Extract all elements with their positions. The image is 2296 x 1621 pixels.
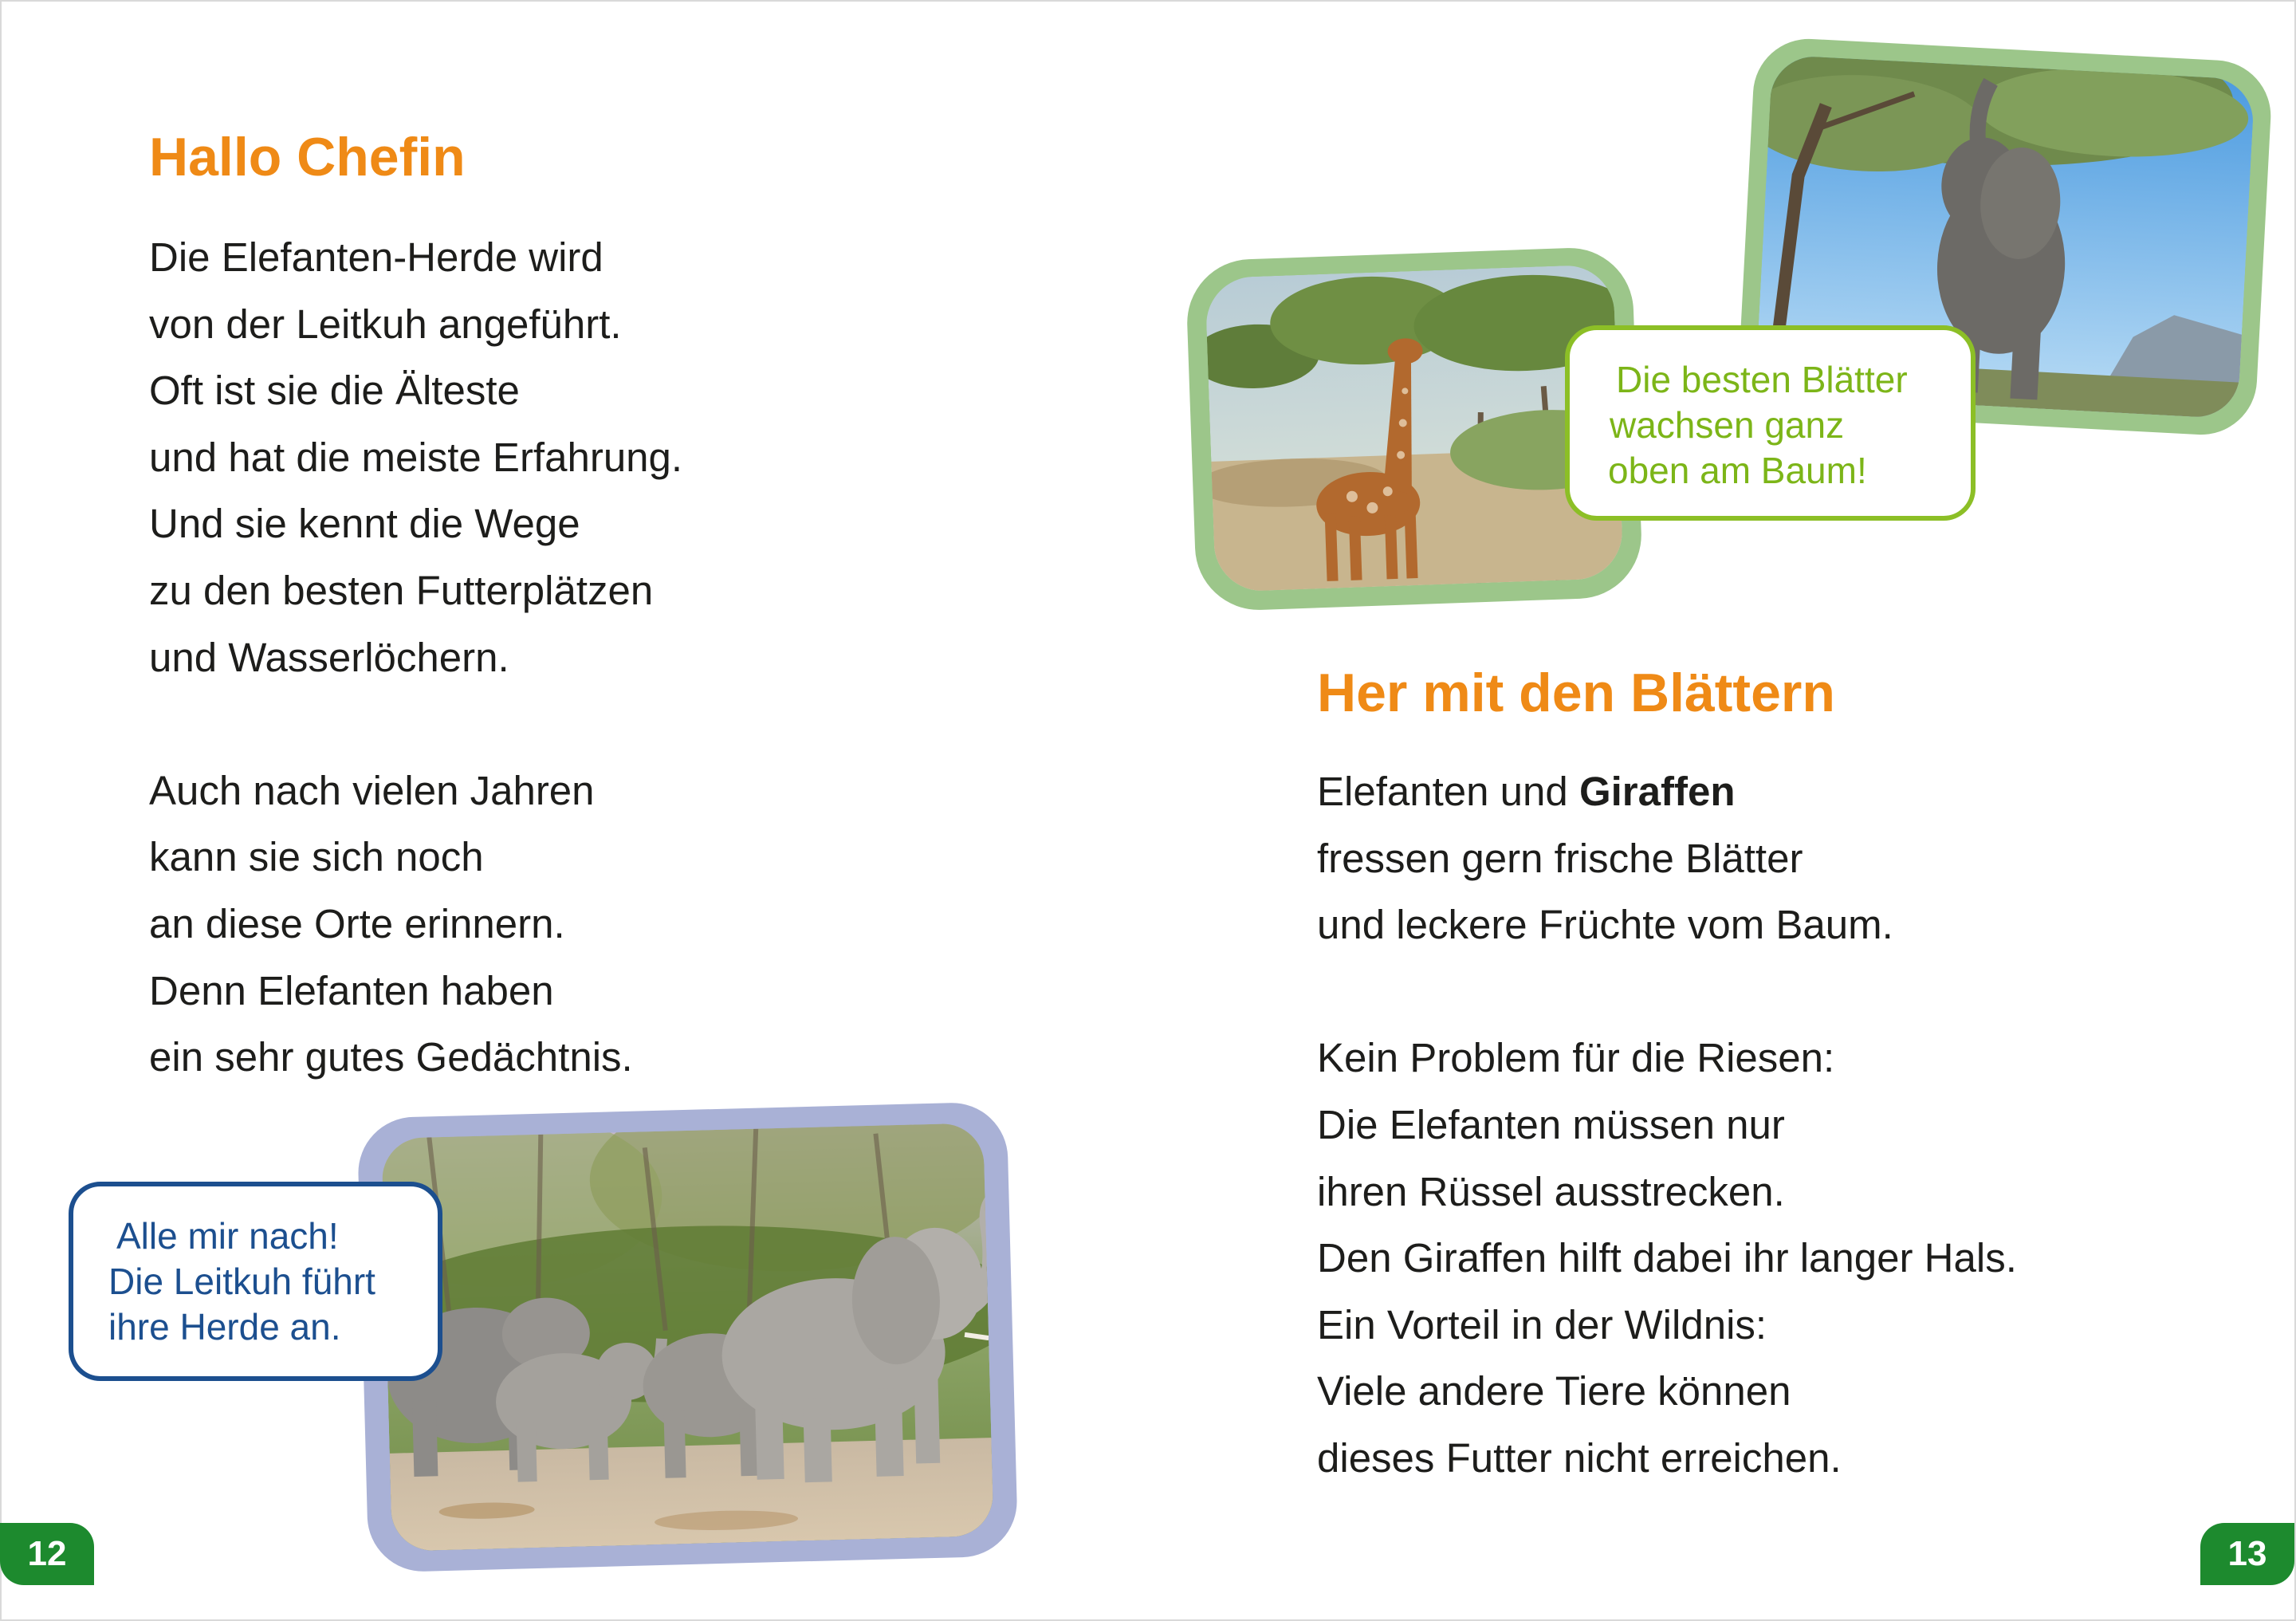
leitkuh-speech-bubble [69,1182,442,1381]
text-line: und leckere Früchte vom Baum. [1317,902,1893,948]
paragraph-gap [1317,958,2017,1025]
text-line: an diese Orte erinnern. [149,900,565,946]
text-line: von der Leitkuh angeführt. [149,301,622,347]
right-heading: Her mit den Blättern [1317,663,1835,723]
text-line: Den Giraffen hilft dabei ihr langer Hals. [1317,1235,2017,1281]
text-line: und Wasserlöchern. [149,634,509,680]
left-paragraph-1 [149,224,682,1091]
bubble-line: ihre Herde an. [108,1306,341,1348]
text-line: fressen gern frische Blätter [1317,835,1803,881]
bubble-line: oben am Baum! [1608,450,1867,491]
keyword-giraffen: Giraffen [1578,769,1736,814]
elephant-herd-photo [381,1123,993,1552]
leaves-speech-bubble [1565,325,1976,521]
elephant-herd-photo-frame [357,1101,1019,1572]
page-number-right: 13 [2200,1523,2294,1585]
bubble-line: Die Leitkuh führt [108,1261,375,1302]
giraffe-photo [1205,264,1623,592]
left-heading: Hallo Chefin [149,127,466,187]
text-line: ihren Rüssel ausstrecken. [1317,1168,1785,1214]
text-line: kann sie sich noch [149,834,484,880]
right-paragraph-1 [1317,758,2017,1492]
bubble-line: wachsen ganz [1610,404,1845,446]
text-line: Denn Elefanten haben [149,967,554,1013]
paragraph-gap [149,690,682,757]
text-line: Oft ist sie die Älteste [149,368,520,414]
text-line: dieses Futter nicht erreichen. [1317,1434,1842,1481]
text-line: zu den besten Futterplätzen [149,567,654,613]
text-line: Viele andere Tiere können [1317,1368,1791,1414]
bubble-line: Die besten Blätter [1616,359,1908,400]
text-line: Die Elefanten-Herde wird [149,234,603,280]
text-line: Kein Problem für die Riesen: [1317,1035,1835,1081]
text-line [1317,758,2017,825]
text-line: und hat die meiste Erfahrung. [149,434,683,480]
text-line: Die Elefanten müssen nur [1317,1101,1785,1147]
text-line: Ein Vorteil in der Wildnis: [1317,1301,1767,1348]
text-segment: Elefanten und [1317,769,1579,814]
page-number-left: 12 [0,1523,94,1585]
bubble-line: Alle mir nach! [116,1215,339,1257]
text-line: Und sie kennt die Wege [149,501,580,547]
text-line: Auch nach vielen Jahren [149,767,595,813]
text-line: ein sehr gutes Gedächtnis. [149,1034,633,1080]
